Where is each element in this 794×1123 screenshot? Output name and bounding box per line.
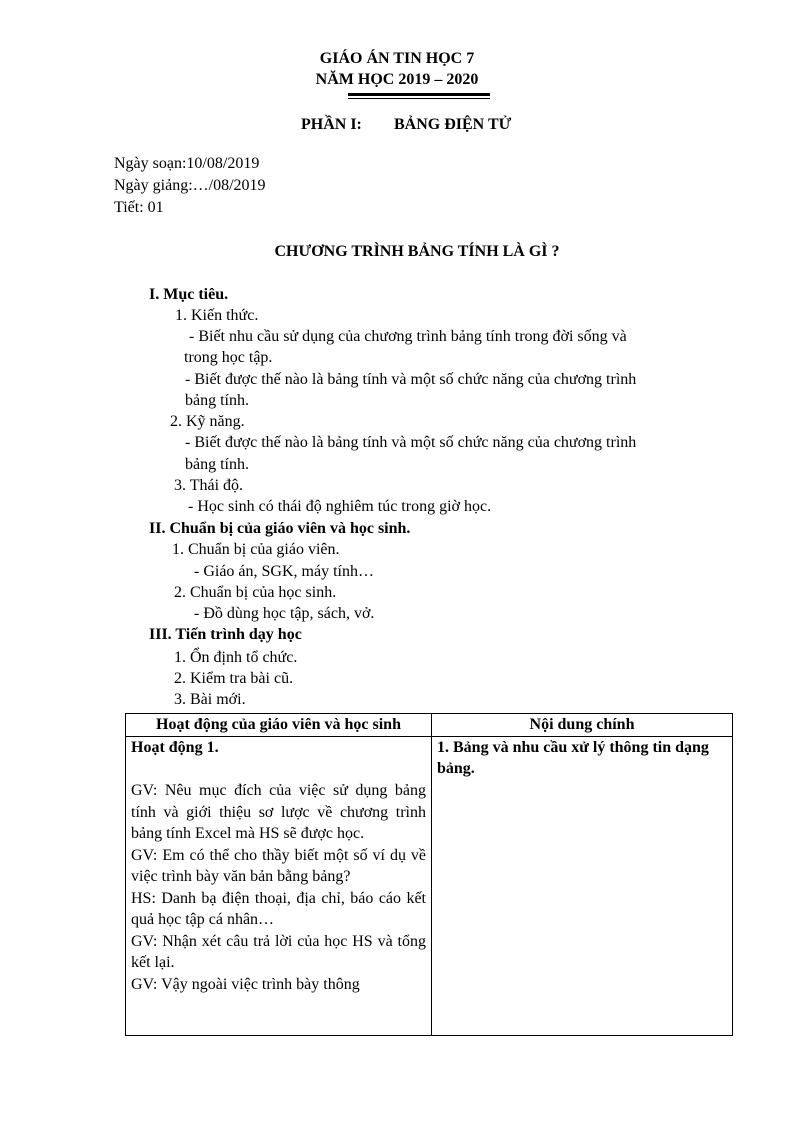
activity-paragraph: HS: Danh bạ điện thoại, địa chỉ, báo cáo kết quả học tập cá nhân… [131,889,426,928]
attitude-heading: 3. Thái độ. [174,477,244,494]
title-underline-thick [348,93,490,96]
document-title: GIÁO ÁN TIN HỌC 7 [319,50,475,67]
skills-item-1b: bảng tính. [185,456,249,473]
procedure-step-1: 1. Ổn định tổ chức. [174,649,298,666]
preparation-heading: II. Chuẩn bị của giáo viên và học sinh. [149,520,411,537]
content-title: 1. Bảng và nhu cầu xử lý thông tin dạng bảng. [437,738,709,777]
table-header-row [126,714,733,737]
knowledge-heading: 1. Kiến thức. [175,307,259,324]
activity-cell [126,736,432,1035]
part-label: PHẦN I: [301,116,362,133]
column-header-content: Nội dung chính [432,714,733,737]
procedure-step-3: 3. Bài mới. [174,691,246,708]
period: Tiết: 01 [114,199,164,216]
procedure-step-2: 2. Kiểm tra bài cũ. [174,670,294,687]
school-year: NĂM HỌC 2019 – 2020 [315,71,479,88]
skills-heading: 2. Kỹ năng. [170,413,245,430]
knowledge-item-2b: bảng tính. [185,392,249,409]
column-header-activities: Hoạt động của giáo viên và học sinh [126,714,432,737]
attitude-item-1: - Học sinh có thái độ nghiêm túc trong giờ học. [188,498,492,515]
table-row [126,736,733,1035]
content-cell [432,736,733,1035]
student-prep-heading: 2. Chuẩn bị của học sinh. [174,584,337,601]
activity-paragraph: GV: Em có thể cho thầy biết một số ví dụ về việc trình bày văn bản bằng bảng? [131,846,426,885]
procedure-heading: III. Tiến trình dạy học [149,626,302,643]
activity-title: Hoạt động 1. [131,738,219,756]
activity-paragraph: GV: Nhận xét câu trả lời của học HS và tổng kết lại. [131,932,426,971]
lesson-activity-table [125,713,733,1036]
knowledge-item-2a: - Biết được thế nào là bảng tính và một số chức năng của chương trình [185,371,637,388]
objectives-heading: I. Mục tiêu. [149,286,229,303]
activity-paragraph: GV: Nêu mục đích của việc sử dụng bảng tính và giới thiệu sơ lược về chương trình bảng tính Excel mà HS sẽ được học. [131,782,426,842]
skills-item-1a: - Biết được thế nào là bảng tính và một số chức năng của chương trình [185,434,637,451]
knowledge-item-1b: trong học tập. [184,349,273,366]
student-prep-items: - Đồ dùng học tập, sách, vở. [194,605,375,622]
teacher-prep-heading: 1. Chuẩn bị của giáo viên. [172,541,340,558]
title-underline-thin [348,98,490,99]
activity-paragraph: GV: Vậy ngoài việc trình bày thông [131,975,360,993]
teach-date: Ngày giảng:…/08/2019 [114,177,266,194]
part-name: BẢNG ĐIỆN TỬ [394,116,512,133]
teacher-prep-items: - Giáo án, SGK, máy tính… [194,563,374,580]
knowledge-item-1a: - Biết nhu cầu sử dụng của chương trình bảng tính trong đời sống và [189,328,627,345]
prep-date: Ngày soạn:10/08/2019 [114,155,260,172]
lesson-title: CHƯƠNG TRÌNH BẢNG TÍNH LÀ GÌ ? [274,243,560,260]
